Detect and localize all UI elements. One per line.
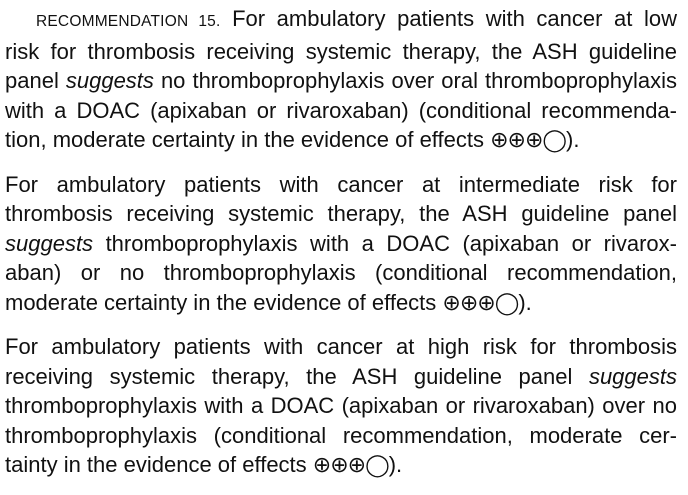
recommendation-label: RECOMMENDATION 15. [36, 13, 221, 30]
paragraph-line [5, 258, 677, 288]
line-text: For ambulatory patients with cancer at intermediate risk for [5, 171, 677, 197]
line-text: ). [566, 127, 580, 152]
paragraph-line [5, 4, 677, 37]
line-text: For ambulatory patients with cancer at high risk for thrombosis [5, 334, 677, 359]
paragraph-line [5, 199, 677, 229]
paragraph-line [5, 391, 677, 421]
line-text: For ambulatory patients with cancer at low [232, 6, 677, 31]
certainty-grade-symbols: ⊕⊕⊕◯ [490, 127, 567, 152]
line-text: aban) or no thromboprophylaxis (conditional recommendation, [5, 260, 677, 285]
certainty-grade-symbols: ⊕⊕⊕◯ [312, 452, 389, 477]
paragraph-line [5, 125, 677, 155]
paragraph-line [5, 362, 677, 392]
emphasis-suggests: suggests [65, 68, 154, 93]
recommendation-paragraph-high-risk [5, 332, 677, 480]
emphasis-suggests: suggests [588, 363, 677, 389]
line-text: thromboprophylaxis (conditional recommendation, moderate cer- [5, 422, 677, 448]
paragraph-line [5, 421, 677, 451]
recommendation-paragraph-low-risk [5, 4, 677, 155]
paragraph-line [5, 450, 677, 480]
emphasis-suggests: suggests [5, 230, 94, 256]
line-text: tainty in the evidence of effects [5, 452, 313, 477]
line-text: no thromboprophylaxis over oral thromboprophylaxis [153, 68, 677, 93]
recommendation-paragraph-intermediate-risk [5, 170, 677, 318]
line-text: thrombosis receiving systemic therapy, the ASH guideline panel [5, 201, 677, 226]
paragraph-line [5, 332, 677, 362]
paragraph-line [5, 170, 677, 200]
paragraph-line [5, 66, 677, 96]
line-text: moderate certainty in the evidence of effects [5, 289, 443, 315]
paragraph-line [5, 229, 677, 259]
paragraph-line [5, 96, 677, 126]
line-text: receiving systemic therapy, the ASH guideline panel [5, 363, 589, 389]
line-text: risk for thrombosis receiving systemic therapy, the ASH guideline [5, 38, 677, 64]
recommendation-document [5, 4, 677, 495]
line-text: thromboprophylaxis with a DOAC (apixaban or rivaroxaban) over no [5, 393, 677, 418]
line-text: tion, moderate certainty in the evidence of effects [5, 127, 491, 152]
line-text: ). [518, 289, 532, 315]
paragraph-line [5, 37, 677, 67]
line-text: panel [5, 68, 66, 93]
line-text: thromboprophylaxis with a DOAC (apixaban or rivarox- [93, 230, 677, 256]
line-text: ). [388, 452, 403, 477]
line-text: with a DOAC (apixaban or rivaroxaban) (conditional recommenda- [5, 97, 677, 123]
paragraph-line [5, 288, 677, 318]
certainty-grade-symbols: ⊕⊕⊕◯ [442, 289, 519, 315]
